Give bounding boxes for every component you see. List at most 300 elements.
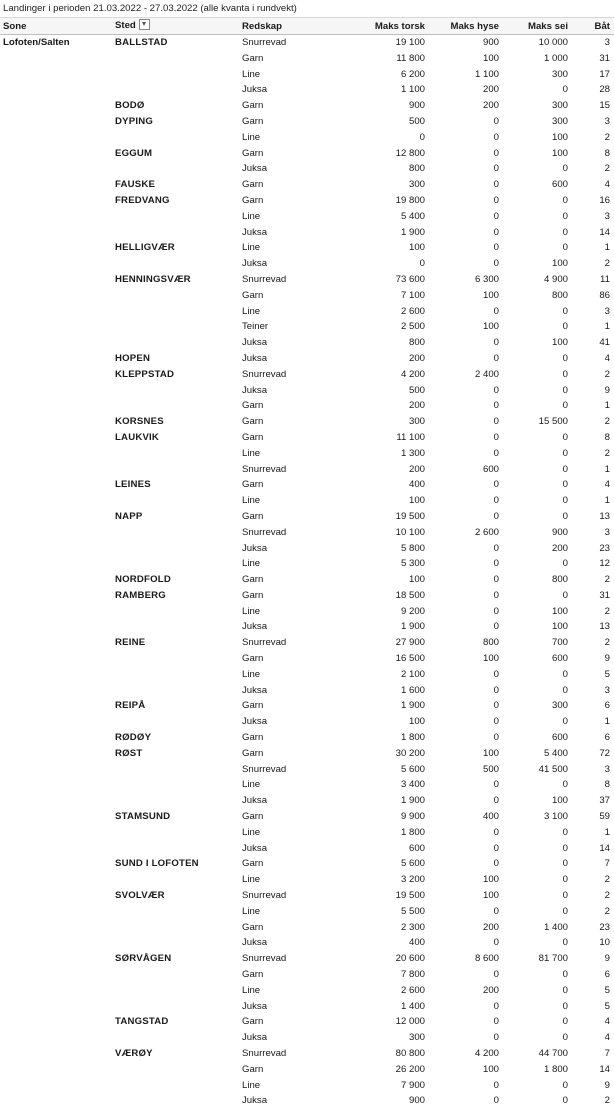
table-row[interactable] — [0, 730, 614, 746]
cell-sone — [0, 1078, 112, 1094]
cell-sted — [112, 462, 239, 478]
cell-sone — [0, 651, 112, 667]
cell-maks-torsk: 19 100 — [395, 37, 425, 48]
cell-maks-sei: 0 — [562, 890, 568, 902]
cell-maks-torsk: 16 500 — [395, 653, 425, 665]
cell-sted — [112, 935, 239, 951]
cell-sted: REINE — [115, 637, 146, 649]
cell-redskap: Juksa — [242, 542, 268, 554]
cell-redskap: Juksa — [242, 1095, 268, 1107]
header-maks-torsk[interactable]: Maks torsk — [329, 18, 427, 35]
cell-sone — [0, 967, 112, 983]
cell-sone — [0, 493, 112, 509]
cell-bat: 72 — [599, 747, 610, 759]
cell-bat: 12 — [599, 558, 610, 570]
cell-maks-hyse: 0 — [493, 574, 499, 586]
table-row[interactable] — [0, 809, 614, 825]
table-row[interactable] — [0, 177, 614, 193]
cell-sted: SUND I LOFOTEN — [115, 858, 199, 870]
cell-bat: 10 — [599, 937, 610, 949]
cell-bat: 8 — [604, 147, 610, 159]
cell-maks-hyse: 0 — [493, 226, 499, 238]
cell-maks-sei: 0 — [562, 589, 568, 601]
table-row[interactable] — [0, 430, 614, 446]
cell-maks-hyse: 0 — [493, 416, 499, 428]
cell-bat: 14 — [599, 842, 610, 854]
table-row[interactable] — [0, 1062, 614, 1078]
cell-bat: 3 — [604, 37, 610, 48]
cell-bat: 4 — [604, 179, 610, 191]
header-bat[interactable]: Båt — [570, 18, 614, 35]
cell-maks-hyse: 0 — [493, 542, 499, 554]
cell-sted: KLEPPSTAD — [115, 368, 175, 380]
cell-bat: 2 — [604, 258, 610, 270]
table-row[interactable] — [0, 383, 614, 399]
cell-sted — [112, 383, 239, 399]
table-row[interactable] — [0, 509, 614, 525]
cell-sone — [0, 1062, 112, 1078]
cell-maks-sei: 0 — [562, 163, 568, 175]
cell-maks-torsk: 900 — [408, 100, 425, 112]
table-row[interactable] — [0, 225, 614, 241]
cell-redskap: Snurrevad — [242, 368, 287, 380]
cell-maks-sei: 0 — [562, 84, 568, 96]
cell-sone — [0, 635, 112, 651]
cell-maks-torsk: 300 — [408, 179, 425, 191]
cell-maks-hyse: 0 — [493, 258, 499, 270]
cell-sted: RØDØY — [115, 732, 152, 744]
cell-maks-torsk: 4 200 — [400, 368, 425, 380]
header-redskap[interactable]: Redskap — [239, 18, 329, 35]
cell-redskap: Garn — [242, 289, 264, 301]
cell-maks-hyse: 0 — [493, 732, 499, 744]
cell-maks-torsk: 9 900 — [400, 811, 425, 823]
cell-maks-torsk: 400 — [408, 479, 425, 491]
cell-maks-hyse: 100 — [482, 1063, 499, 1075]
cell-bat: 5 — [604, 1000, 610, 1012]
table-row[interactable] — [0, 493, 614, 509]
table-row[interactable] — [0, 888, 614, 904]
cell-maks-torsk: 2 600 — [400, 305, 425, 317]
cell-redskap: Juksa — [242, 684, 268, 696]
cell-maks-sei: 1 400 — [543, 921, 568, 933]
cell-redskap: Line — [242, 242, 261, 254]
cell-maks-torsk: 900 — [408, 1095, 425, 1107]
cell-maks-sei: 0 — [562, 558, 568, 570]
cell-sone — [0, 730, 112, 746]
cell-maks-hyse: 0 — [493, 495, 499, 507]
cell-sted: LEINES — [115, 479, 151, 491]
cell-sted — [112, 667, 239, 683]
table-row[interactable] — [0, 1046, 614, 1062]
table-row[interactable] — [0, 98, 614, 114]
cell-bat: 1 — [604, 463, 610, 475]
cell-redskap: Juksa — [242, 84, 268, 96]
cell-sted — [112, 904, 239, 920]
table-row[interactable] — [0, 1093, 614, 1109]
cell-maks-sei: 0 — [562, 384, 568, 396]
cell-redskap: Juksa — [242, 337, 268, 349]
cell-sone — [0, 1093, 112, 1109]
cell-sone — [0, 67, 112, 83]
cell-maks-sei: 300 — [551, 100, 568, 112]
cell-maks-sei: 1 800 — [543, 1063, 568, 1075]
cell-maks-hyse: 2 600 — [474, 526, 499, 538]
cell-maks-sei: 0 — [562, 905, 568, 917]
cell-sted — [112, 225, 239, 241]
cell-maks-torsk: 500 — [408, 384, 425, 396]
cell-sted — [112, 1078, 239, 1094]
cell-maks-hyse: 0 — [493, 795, 499, 807]
cell-sone — [0, 114, 112, 130]
header-sted-label: Sted — [115, 20, 136, 32]
table-row[interactable] — [0, 256, 614, 272]
cell-maks-hyse: 0 — [493, 163, 499, 175]
cell-redskap: Snurrevad — [242, 953, 287, 965]
cell-sted — [112, 793, 239, 809]
cell-maks-sei: 0 — [562, 400, 568, 412]
cell-sone — [0, 746, 112, 762]
cell-maks-hyse: 0 — [493, 969, 499, 981]
cell-sone — [0, 225, 112, 241]
cell-sone — [0, 161, 112, 177]
cell-maks-sei: 0 — [562, 1000, 568, 1012]
cell-maks-torsk: 2 600 — [400, 984, 425, 996]
table-row[interactable] — [0, 398, 614, 414]
cell-bat: 3 — [604, 305, 610, 317]
cell-maks-hyse: 0 — [493, 447, 499, 459]
cell-maks-torsk: 5 600 — [400, 763, 425, 775]
cell-sone — [0, 683, 112, 699]
table-row[interactable] — [0, 951, 614, 967]
cell-redskap: Juksa — [242, 1000, 268, 1012]
table-row[interactable] — [0, 872, 614, 888]
cell-sted — [112, 872, 239, 888]
cell-maks-sei: 0 — [562, 463, 568, 475]
cell-maks-sei: 1 000 — [543, 52, 568, 64]
cell-bat: 37 — [599, 795, 610, 807]
table-row[interactable] — [0, 983, 614, 999]
cell-redskap: Line — [242, 905, 261, 917]
table-row[interactable] — [0, 714, 614, 730]
table-row[interactable] — [0, 414, 614, 430]
table-row[interactable] — [0, 477, 614, 493]
cell-sted — [112, 1093, 239, 1109]
cell-sted: LAUKVIK — [115, 431, 160, 443]
cell-bat: 2 — [604, 605, 610, 617]
cell-sted — [112, 999, 239, 1015]
cell-maks-hyse: 0 — [493, 621, 499, 633]
table-row[interactable] — [0, 920, 614, 936]
cell-bat: 23 — [599, 542, 610, 554]
cell-maks-sei: 300 — [551, 68, 568, 80]
cell-redskap: Line — [242, 1079, 261, 1091]
cell-sone — [0, 1046, 112, 1062]
cell-maks-torsk: 1 400 — [400, 1000, 425, 1012]
cell-sted: VÆRØY — [115, 1048, 153, 1059]
cell-sone — [0, 462, 112, 478]
table-row[interactable] — [0, 572, 614, 588]
cell-redskap: Line — [242, 558, 261, 570]
cell-bat: 59 — [599, 811, 610, 823]
table-row[interactable] — [0, 130, 614, 146]
cell-bat: 31 — [599, 52, 610, 64]
cell-bat: 3 — [604, 115, 610, 127]
table-row[interactable] — [0, 462, 614, 478]
cell-sone — [0, 351, 112, 367]
cell-bat: 5 — [604, 984, 610, 996]
cell-bat: 2 — [604, 368, 610, 380]
cell-redskap: Line — [242, 874, 261, 886]
cell-bat: 4 — [604, 1032, 610, 1044]
cell-maks-sei: 300 — [551, 115, 568, 127]
cell-redskap: Snurrevad — [242, 37, 287, 48]
table-row[interactable] — [0, 146, 614, 162]
table-row[interactable] — [0, 446, 614, 462]
table-row[interactable] — [0, 762, 614, 778]
cell-maks-hyse: 0 — [493, 400, 499, 412]
cell-sone — [0, 809, 112, 825]
cell-maks-hyse: 0 — [493, 700, 499, 712]
cell-maks-hyse: 100 — [482, 874, 499, 886]
cell-sone — [0, 177, 112, 193]
cell-maks-hyse: 0 — [493, 858, 499, 870]
table-row[interactable] — [0, 67, 614, 83]
table-row[interactable] — [0, 556, 614, 572]
cell-maks-hyse: 0 — [493, 684, 499, 696]
table-row[interactable] — [0, 619, 614, 635]
cell-sted — [112, 304, 239, 320]
cell-bat: 1 — [604, 321, 610, 333]
cell-maks-torsk: 19 800 — [395, 194, 425, 206]
cell-sone — [0, 904, 112, 920]
cell-sted: HELLIGVÆR — [115, 242, 175, 254]
cell-redskap: Juksa — [242, 163, 268, 175]
cell-sone — [0, 477, 112, 493]
header-row — [0, 18, 614, 35]
cell-redskap: Line — [242, 605, 261, 617]
table-row[interactable] — [0, 304, 614, 320]
cell-bat: 1 — [604, 495, 610, 507]
cell-maks-sei: 100 — [551, 258, 568, 270]
table-row[interactable] — [0, 825, 614, 841]
cell-maks-sei: 0 — [562, 684, 568, 696]
cell-redskap: Line — [242, 984, 261, 996]
table-row[interactable] — [0, 651, 614, 667]
cell-maks-sei: 0 — [562, 842, 568, 854]
cell-maks-hyse: 0 — [493, 131, 499, 143]
table-row[interactable] — [0, 746, 614, 762]
cell-redskap: Snurrevad — [242, 526, 287, 538]
cell-maks-sei: 0 — [562, 510, 568, 522]
cell-maks-torsk: 5 500 — [400, 905, 425, 917]
cell-sone — [0, 82, 112, 98]
table-row[interactable] — [0, 635, 614, 651]
table-row[interactable] — [0, 935, 614, 951]
cell-sone — [0, 872, 112, 888]
table-row[interactable] — [0, 1078, 614, 1094]
cell-bat: 6 — [604, 969, 610, 981]
cell-maks-sei: 100 — [551, 621, 568, 633]
cell-maks-hyse: 200 — [482, 984, 499, 996]
table-row[interactable] — [0, 525, 614, 541]
table-row[interactable] — [0, 367, 614, 383]
cell-maks-torsk: 5 400 — [400, 210, 425, 222]
cell-bat: 2 — [604, 574, 610, 586]
cell-maks-torsk: 10 100 — [395, 526, 425, 538]
cell-maks-hyse: 100 — [482, 890, 499, 902]
cell-sted: BODØ — [115, 100, 145, 112]
cell-sted: RØST — [115, 747, 143, 759]
cell-bat: 13 — [599, 621, 610, 633]
table-row[interactable] — [0, 967, 614, 983]
cell-sted: BALLSTAD — [115, 37, 168, 48]
cell-bat: 8 — [604, 431, 610, 443]
cell-maks-sei: 100 — [551, 131, 568, 143]
cell-redskap: Garn — [242, 115, 264, 127]
cell-redskap: Line — [242, 68, 261, 80]
cell-maks-sei: 800 — [551, 289, 568, 301]
cell-sted: HOPEN — [115, 352, 151, 364]
cell-sted — [112, 130, 239, 146]
cell-sted — [112, 335, 239, 351]
cell-maks-sei: 0 — [562, 826, 568, 838]
table-row[interactable] — [0, 698, 614, 714]
cell-maks-sei: 44 700 — [538, 1048, 568, 1059]
cell-sted: EGGUM — [115, 147, 153, 159]
table-row[interactable] — [0, 541, 614, 557]
cell-sted — [112, 256, 239, 272]
cell-sone — [0, 983, 112, 999]
cell-sone — [0, 509, 112, 525]
cell-bat: 4 — [604, 352, 610, 364]
cell-maks-sei: 0 — [562, 321, 568, 333]
cell-maks-torsk: 12 800 — [395, 147, 425, 159]
cell-maks-torsk: 1 900 — [400, 795, 425, 807]
cell-redskap: Line — [242, 305, 261, 317]
header-maks-hyse[interactable]: Maks hyse — [427, 18, 501, 35]
cell-bat: 11 — [600, 273, 610, 285]
table-row[interactable] — [0, 793, 614, 809]
cell-maks-sei: 0 — [562, 352, 568, 364]
cell-sted: NAPP — [115, 510, 143, 522]
cell-sone — [0, 335, 112, 351]
cell-bat: 86 — [599, 289, 610, 301]
cell-maks-sei: 600 — [551, 653, 568, 665]
table-row[interactable] — [0, 777, 614, 793]
cell-redskap: Line — [242, 131, 261, 143]
cell-maks-torsk: 1 900 — [400, 226, 425, 238]
cell-maks-torsk: 600 — [408, 842, 425, 854]
table-row[interactable] — [0, 1030, 614, 1046]
table-row[interactable] — [0, 604, 614, 620]
table-row[interactable] — [0, 272, 614, 288]
cell-sted — [112, 525, 239, 541]
table-row[interactable] — [0, 683, 614, 699]
cell-maks-sei: 0 — [562, 1016, 568, 1028]
landings-table — [0, 18, 614, 1109]
table-row[interactable] — [0, 288, 614, 304]
table-row[interactable] — [0, 193, 614, 209]
filter-icon[interactable] — [139, 19, 150, 30]
cell-sone — [0, 383, 112, 399]
cell-redskap: Snurrevad — [242, 637, 287, 649]
cell-maks-sei: 0 — [562, 305, 568, 317]
cell-sone — [0, 240, 112, 256]
cell-maks-torsk: 11 100 — [396, 431, 425, 443]
cell-redskap: Snurrevad — [242, 890, 287, 902]
table-row[interactable] — [0, 856, 614, 872]
table-row[interactable] — [0, 667, 614, 683]
cell-bat: 31 — [599, 589, 610, 601]
cell-sone — [0, 698, 112, 714]
cell-redskap: Garn — [242, 194, 264, 206]
header-sone[interactable]: Sone — [0, 18, 112, 35]
cell-maks-hyse: 0 — [493, 589, 499, 601]
cell-maks-torsk: 5 300 — [400, 558, 425, 570]
header-maks-sei[interactable]: Maks sei — [501, 18, 570, 35]
cell-redskap: Garn — [242, 969, 264, 981]
cell-maks-sei: 600 — [551, 179, 568, 191]
table-row[interactable] — [0, 209, 614, 225]
header-sted[interactable] — [112, 18, 239, 35]
cell-maks-torsk: 100 — [408, 574, 425, 586]
cell-sone — [0, 841, 112, 857]
cell-sone — [0, 304, 112, 320]
table-row[interactable] — [0, 114, 614, 130]
table-row[interactable] — [0, 319, 614, 335]
cell-maks-hyse: 100 — [482, 653, 499, 665]
cell-bat: 3 — [604, 210, 610, 222]
table-row[interactable] — [0, 351, 614, 367]
cell-maks-sei: 0 — [562, 779, 568, 791]
table-row[interactable] — [0, 904, 614, 920]
cell-sted: NORDFOLD — [115, 574, 171, 586]
cell-bat: 1 — [604, 716, 610, 728]
cell-sted: KORSNES — [115, 416, 164, 428]
cell-redskap: Garn — [242, 416, 264, 428]
cell-sone: Lofoten/Salten — [3, 37, 70, 48]
table-row[interactable] — [0, 35, 614, 51]
cell-maks-hyse: 0 — [493, 352, 499, 364]
table-row[interactable] — [0, 1014, 614, 1030]
cell-redskap: Line — [242, 826, 261, 838]
cell-redskap: Garn — [242, 400, 264, 412]
table-row[interactable] — [0, 841, 614, 857]
cell-sted — [112, 619, 239, 635]
table-row[interactable] — [0, 82, 614, 98]
cell-redskap: Juksa — [242, 226, 268, 238]
table-row[interactable] — [0, 161, 614, 177]
table-row[interactable] — [0, 240, 614, 256]
table-row[interactable] — [0, 999, 614, 1015]
cell-sted: FAUSKE — [115, 179, 156, 191]
cell-redskap: Garn — [242, 1063, 264, 1075]
cell-maks-hyse: 100 — [482, 289, 499, 301]
cell-maks-hyse: 0 — [493, 779, 499, 791]
table-row[interactable] — [0, 588, 614, 604]
cell-maks-sei: 0 — [562, 210, 568, 222]
cell-bat: 1 — [604, 400, 610, 412]
cell-maks-hyse: 0 — [493, 194, 499, 206]
cell-sted: STAMSUND — [115, 811, 171, 823]
cell-maks-hyse: 0 — [493, 479, 499, 491]
cell-redskap: Line — [242, 447, 261, 459]
table-row[interactable] — [0, 335, 614, 351]
table-row[interactable] — [0, 51, 614, 67]
cell-maks-torsk: 0 — [419, 131, 425, 143]
cell-bat: 14 — [599, 226, 610, 238]
